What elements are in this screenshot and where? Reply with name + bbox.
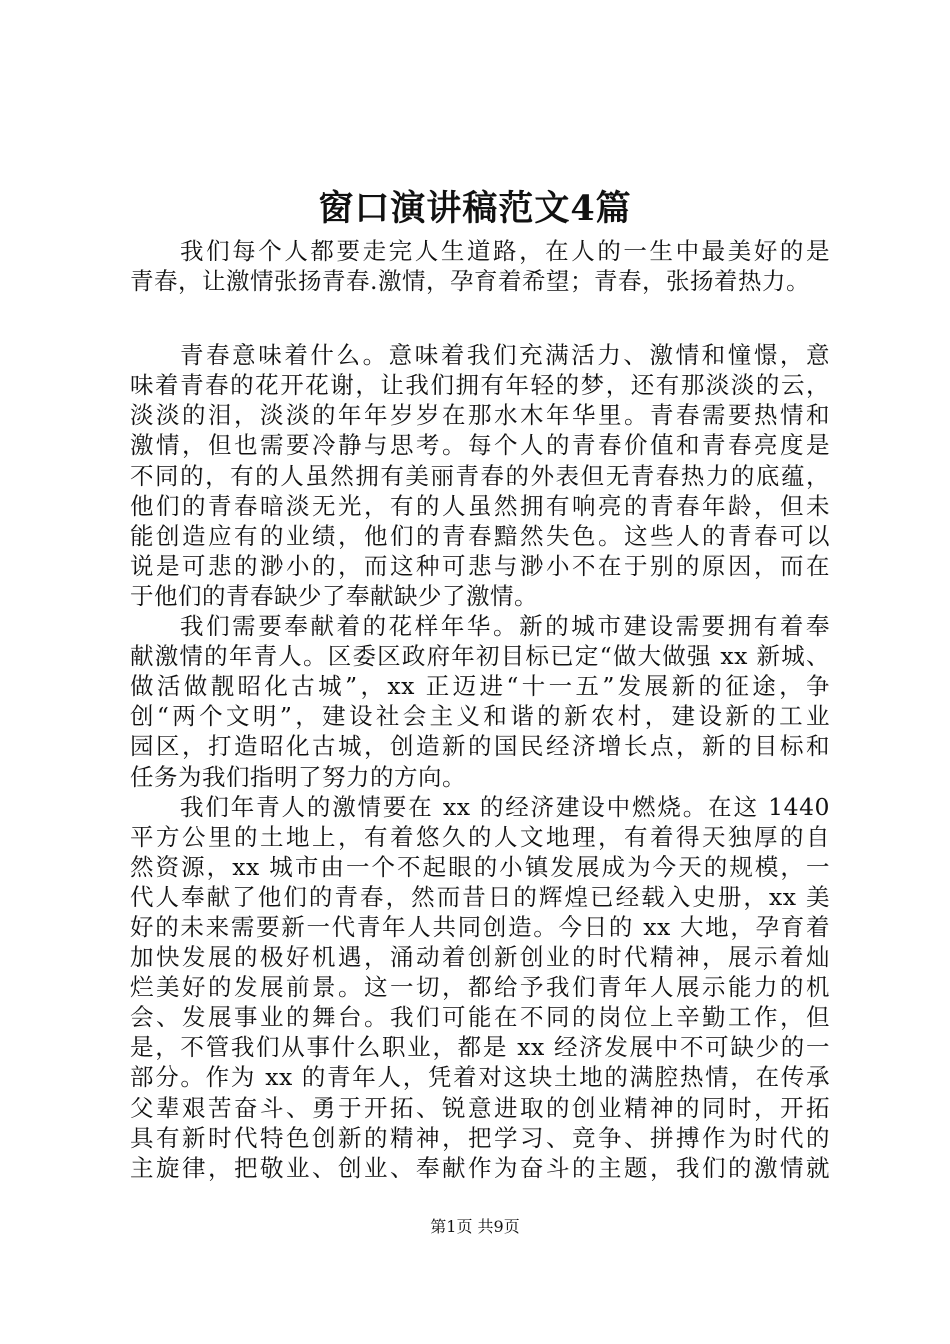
text-line: 然资源，xx 城市由一个不起眼的小镇发展成为今天的规模，一 [130,852,830,881]
text-line: 会、发展事业的舞台。我们可能在不同的岗位上辛勤工作，但 [130,1003,830,1032]
text-line: 青春，让激情张扬青春.激情，孕育着希望；青春，张扬着热力。 [130,267,810,296]
text-line: 平方公里的土地上，有着悠久的人文地理，有着得天独厚的自 [130,822,830,851]
text-line: 我们年青人的激情要在 xx 的经济建设中燃烧。在这 1440 [180,792,830,821]
text-line: 主旋律，把敬业、创业、奉献作为奋斗的主题，我们的激情就 [130,1153,830,1182]
text-line: 说是可悲的渺小的，而这种可悲与渺小不在于别的原因，而在 [130,551,830,580]
text-line: 青春意味着什么。意味着我们充满活力、激情和憧憬，意 [180,341,830,370]
text-line: 加快发展的极好机遇，涌动着创新创业的时代精神，展示着灿 [130,943,830,972]
text-line: 好的未来需要新一代青年人共同创造。今日的 xx 大地，孕育着 [130,912,830,941]
text-line: 父辈艰苦奋斗、勇于开拓、锐意进取的创业精神的同时，开拓 [130,1093,830,1122]
text-line: 园区，打造昭化古城，创造新的国民经济增长点，新的目标和 [130,732,830,761]
page-footer: 第1页 共9页 [430,1217,520,1236]
text-line: 不同的，有的人虽然拥有美丽青春的外表但无青春热力的底蕴， [130,461,830,490]
text-line: 做活做靓昭化古城”，xx 正迈进“十一五”发展新的征途，争 [130,672,830,701]
paragraph [130,611,830,792]
text-line: 任务为我们指明了努力的方向。 [130,762,466,791]
text-line: 我们每个人都要走完人生道路，在人的一生中最美好的是 [180,237,830,265]
text-line: 能创造应有的业绩，他们的青春黯然失色。这些人的青春可以 [130,521,830,550]
text-line: 烂美好的发展前景。这一切，都给予我们青年人展示能力的机 [130,973,830,1002]
document-title: 窗口演讲稿范文4篇 [318,188,632,229]
text-line: 他们的青春暗淡无光，有的人虽然拥有响亮的青春年龄，但未 [130,491,830,520]
text-line: 是，不管我们从事什么职业，都是 xx 经济发展中不可缺少的一 [130,1033,830,1062]
text-line: 创“两个文明”，建设社会主义和谐的新农村，建设新的工业 [130,702,830,731]
text-line: 献激情的年青人。区委区政府年初目标已定“做大做强 xx 新城、 [130,642,830,671]
text-line: 代人奉献了他们的青春，然而昔日的辉煌已经载入史册，xx 美 [130,882,830,911]
paragraph [130,792,830,1183]
paragraph-gap [130,296,830,340]
paragraph [130,236,830,296]
document-body [130,236,830,1183]
text-line: 我们需要奉献着的花样年华。新的城市建设需要拥有着奉 [180,612,830,641]
text-line: 淡淡的泪，淡淡的年年岁岁在那水木年华里。青春需要热情和 [130,401,830,430]
text-line: 激情，但也需要冷静与思考。每个人的青春价值和青春亮度是 [130,431,830,460]
text-line: 于他们的青春缺少了奉献缺少了激情。 [130,581,538,610]
paragraph [130,340,830,611]
text-line: 味着青春的花开花谢，让我们拥有年轻的梦，还有那淡淡的云， [130,371,830,400]
text-line: 部分。作为 xx 的青年人，凭着对这块土地的满腔热情，在传承 [130,1063,830,1092]
text-line: 具有新时代特色创新的精神，把学习、竞争、拼搏作为时代的 [130,1123,830,1152]
